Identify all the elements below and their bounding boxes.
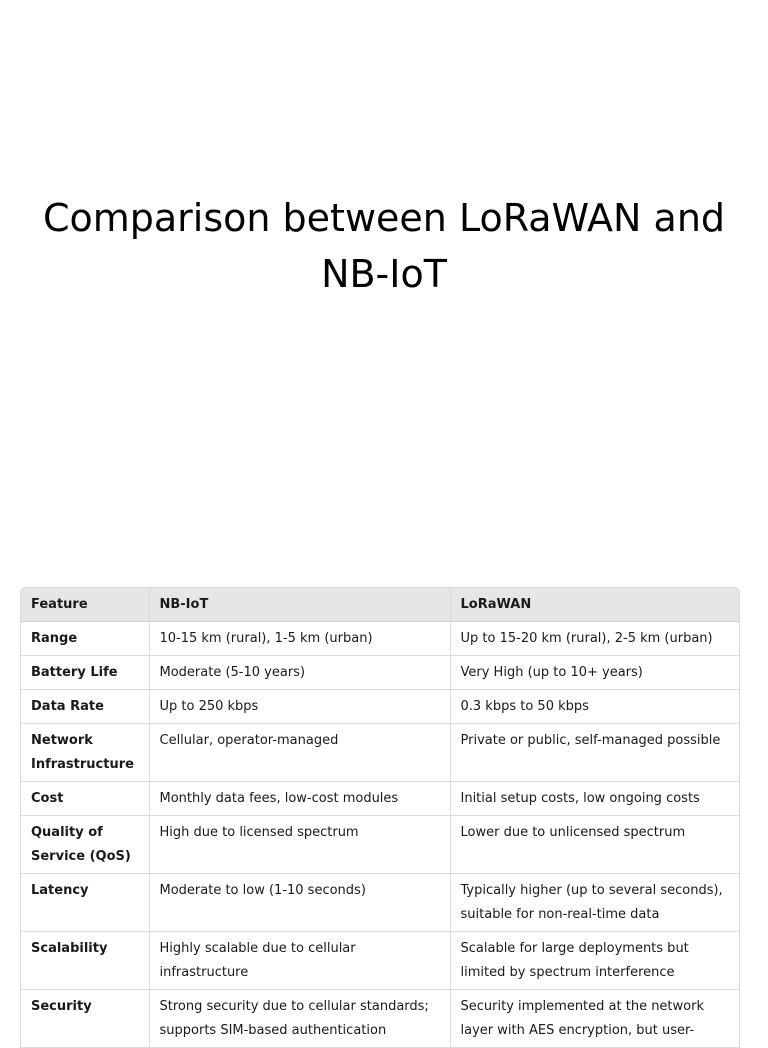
lorawan-cell: Initial setup costs, low ongoing costs xyxy=(450,782,739,816)
feature-cell: Scalability xyxy=(21,932,149,990)
nb-iot-cell: Strong security due to cellular standards; supports SIM-based authentication xyxy=(149,990,450,1048)
nb-iot-cell: Cellular, operator-managed xyxy=(149,724,450,782)
lorawan-cell: Lower due to unlicensed spectrum xyxy=(450,816,739,874)
slide-title: Comparison between LoRaWAN and NB-IoT xyxy=(42,196,726,296)
feature-cell: Battery Life xyxy=(21,656,149,690)
table-header-row xyxy=(21,588,739,622)
lorawan-cell: 0.3 kbps to 50 kbps xyxy=(450,690,739,724)
lorawan-cell: Typically higher (up to several seconds), suitable for non-real-time data xyxy=(450,874,739,932)
feature-cell: Quality of Service (QoS) xyxy=(21,816,149,874)
table-row xyxy=(21,990,739,1048)
lorawan-cell: Up to 15-20 km (rural), 2-5 km (urban) xyxy=(450,622,739,656)
nb-iot-cell: Monthly data fees, low-cost modules xyxy=(149,782,450,816)
table-row xyxy=(21,932,739,990)
feature-cell: Security xyxy=(21,990,149,1048)
header-feature: Feature xyxy=(21,588,149,622)
feature-cell: Cost xyxy=(21,782,149,816)
feature-cell: Range xyxy=(21,622,149,656)
nb-iot-cell: 10-15 km (rural), 1-5 km (urban) xyxy=(149,622,450,656)
table-row xyxy=(21,622,739,656)
nb-iot-cell: Moderate to low (1-10 seconds) xyxy=(149,874,450,932)
feature-cell: Data Rate xyxy=(21,690,149,724)
table-row xyxy=(21,816,739,874)
table-row xyxy=(21,874,739,932)
lorawan-cell: Security implemented at the network layer with AES encryption, but user- xyxy=(450,990,739,1048)
comparison-table-container xyxy=(20,587,740,1048)
nb-iot-cell: Up to 250 kbps xyxy=(149,690,450,724)
header-nb-iot: NB-IoT xyxy=(149,588,450,622)
table-row xyxy=(21,724,739,782)
nb-iot-cell: Highly scalable due to cellular infrastructure xyxy=(149,932,450,990)
comparison-table xyxy=(21,588,739,1048)
feature-cell: Latency xyxy=(21,874,149,932)
table-row xyxy=(21,690,739,724)
header-lorawan: LoRaWAN xyxy=(450,588,739,622)
feature-cell: Network Infrastructure xyxy=(21,724,149,782)
nb-iot-cell: High due to licensed spectrum xyxy=(149,816,450,874)
lorawan-cell: Private or public, self-managed possible xyxy=(450,724,739,782)
lorawan-cell: Very High (up to 10+ years) xyxy=(450,656,739,690)
table-row xyxy=(21,782,739,816)
table-row xyxy=(21,656,739,690)
lorawan-cell: Scalable for large deployments but limited by spectrum interference xyxy=(450,932,739,990)
nb-iot-cell: Moderate (5-10 years) xyxy=(149,656,450,690)
